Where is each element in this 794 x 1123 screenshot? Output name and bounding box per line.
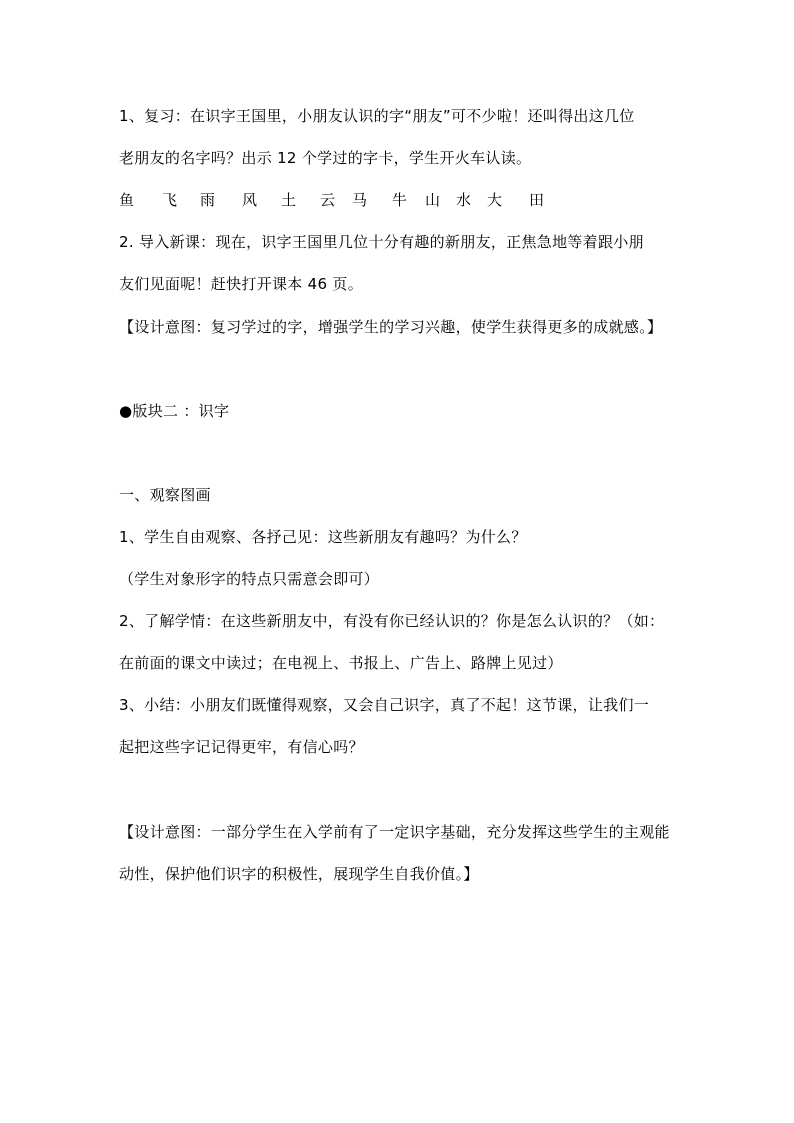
review-char: 雨	[200, 191, 216, 209]
intro-line-1: 2. 导入新课：现在，识字王国里几位十分有趣的新朋友，正焦急地等着跟小朋	[119, 233, 644, 251]
item-2-line-1: 2、了解学情：在这些新朋友中，有没有你已经认识的？你是怎么认识的？（如：	[119, 612, 665, 630]
review-char: 土	[281, 191, 297, 209]
review-char: 飞	[162, 191, 178, 209]
review-char: 牛	[392, 191, 408, 209]
subsection-heading: 一、观察图画	[119, 486, 211, 504]
review-char: 田	[529, 191, 545, 209]
design-intent-1: 【设计意图：复习学过的字，增强学生的学习兴趣，使学生获得更多的成就感。】	[119, 318, 663, 336]
item-2-line-2: 在前面的课文中读过；在电视上、书报上、广告上、路牌上见过）	[119, 654, 563, 672]
item-1-note: （学生对象形字的特点只需意会即可）	[119, 570, 380, 588]
item-3-line-1: 3、小结：小朋友们既懂得观察，又会自己识字，真了不起！这节课，让我们一	[119, 696, 650, 714]
review-char: 山	[425, 191, 441, 209]
review-char: 风	[242, 191, 258, 209]
review-char: 水	[456, 191, 472, 209]
review-line-2: 老朋友的名字吗？出示 12 个学过的字卡，学生开火车认读。	[119, 149, 532, 167]
review-char: 鱼	[119, 191, 135, 209]
review-char: 云	[320, 191, 336, 209]
review-character-list	[119, 190, 559, 210]
section-heading: ●版块二 ：识字	[119, 402, 230, 420]
design-intent-2-line-1: 【设计意图：一部分学生在入学前有了一定识字基础，充分发挥这些学生的主观能	[119, 823, 670, 841]
review-char: 大	[487, 191, 503, 209]
item-3-line-2: 起把这些字记记得更牢，有信心吗？	[119, 738, 364, 756]
item-1: 1、学生自由观察、各抒己见：这些新朋友有趣吗？为什么？	[119, 528, 527, 546]
design-intent-2-line-2: 动性，保护他们识字的积极性，展现学生自我价值。】	[119, 865, 479, 883]
intro-line-2: 友们见面呢！赶快打开课本 46 页。	[119, 275, 364, 293]
review-char: 马	[352, 191, 368, 209]
review-line-1: 1、复习：在识字王国里，小朋友认识的字“朋友”可不少啦！还叫得出这几位	[119, 107, 635, 125]
